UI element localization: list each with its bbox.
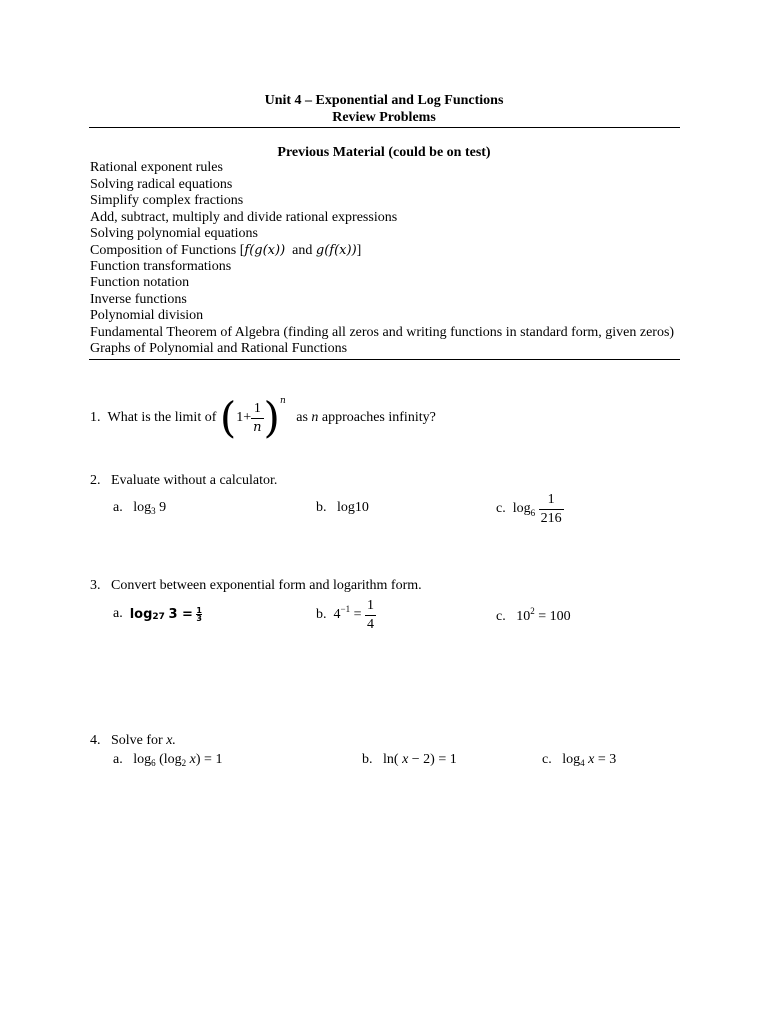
previous-divider [89,359,680,360]
previous-item: Function transformations [90,259,232,274]
left-paren: ( [219,393,237,442]
previous-item-composition [90,243,361,259]
question-4: 4. Solve for x. [90,733,176,748]
question-1-prefix: What is the limit of [107,410,217,425]
composition-math-gf: g(f(x)) [315,243,357,258]
previous-material-heading: Previous Material (could be on test) [277,145,491,160]
question-2c: c. log $_6$ $\frac{1}{216}$ [496,491,562,526]
question-2a: a. $\log_3 9$ [113,500,167,516]
question-2b: b. log10 [316,500,369,515]
log-fraction: $\frac{1}{216}$ [540,491,562,526]
previous-item: Add, subtract, multiply and divide rational expressions [90,210,398,225]
previous-item: Simplify complex fractions [90,193,244,208]
question-number: 4. [90,733,101,748]
limit-one: 1+ [236,410,252,425]
question-3 [90,578,422,594]
question-number: 1. [90,410,101,425]
question-3-prompt: Convert between exponential form and logarithm form. [111,578,422,593]
right-paren: ) [263,393,280,442]
question-3c: c. $10^2 = 100$ [496,606,571,624]
question-3a: a. log $_{27}$ 3 = $\frac{1}{3}$ [113,605,202,623]
question-2 [90,473,277,489]
question-number: 2. [90,473,101,488]
composition-close: ] [356,243,362,258]
composition-label: Composition of Functions [ [90,243,245,258]
page-subtitle: Review Problems [332,110,436,125]
header-divider [89,127,680,128]
previous-item: Fundamental Theorem of Algebra (finding all zeros and writing functions in standard form, given zeros) [90,325,675,340]
previous-item: Function notation [90,275,190,290]
question-4b: b. ln( x − 2) = 1 [362,752,457,767]
question-number: 3. [90,578,101,593]
question-1-suffix-pre: as [296,410,308,425]
previous-item: Solving polynomial equations [90,226,258,241]
question-4-prompt: Solve for [111,733,163,748]
question-4c: c. $\log_4 x = 3$ [542,752,617,768]
question-4a: a. $\log_6 (\log_2$ x) = 1 [113,752,223,768]
previous-item: Polynomial division [90,308,204,323]
limit-fraction: $\frac{1}{n}$ [253,400,262,435]
composition-math-fg: f(g(x)) [244,243,286,258]
previous-item: Graphs of Polynomial and Rational Functions [90,341,348,356]
previous-item: Solving radical equations [90,177,233,192]
question-1 [90,393,436,442]
fraction: $\frac{1}{4}$ [366,597,374,632]
question-2-prompt: Evaluate without a calculator. [111,473,278,488]
tiny-fraction: $\frac{1}{3}$ [196,605,202,623]
question-1-suffix-var: n [311,410,319,425]
composition-and: and [292,243,313,258]
previous-item: Inverse functions [90,292,187,307]
page-title: Unit 4 – Exponential and Log Functions [264,93,504,108]
question-1-suffix-post: approaches infinity? [321,410,436,425]
previous-item: Rational exponent rules [90,160,223,175]
question-3b: b. 4 $^{-1}$ = $\frac{1}{4}$ [316,597,374,632]
limit-exponent: n [279,396,286,406]
